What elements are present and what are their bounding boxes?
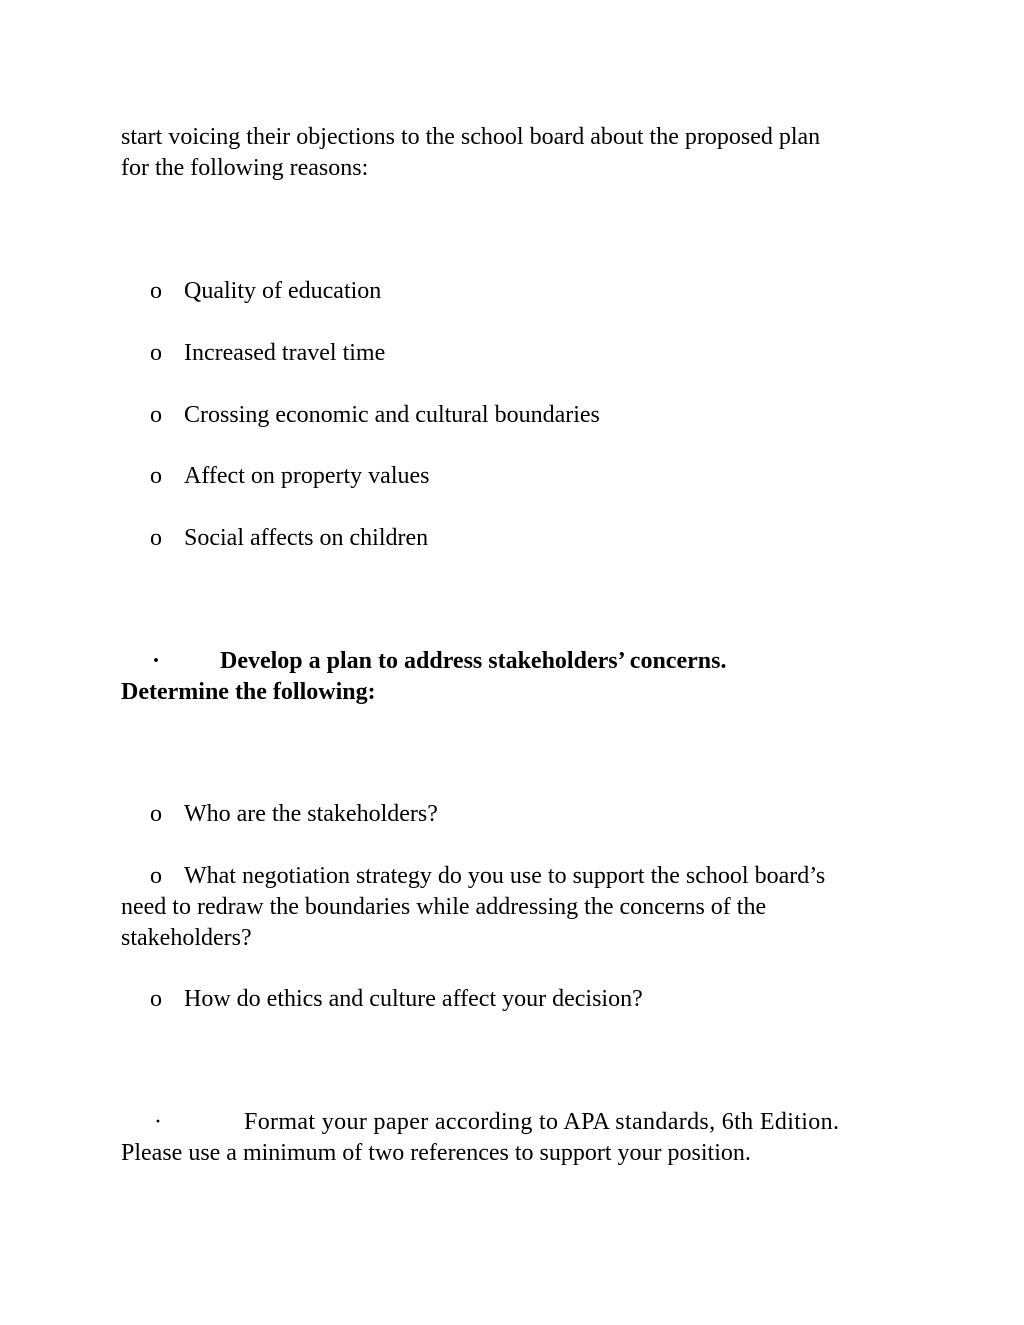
reason-text: Social affects on children [184,525,429,551]
task-line-1: Format your paper according to APA standards, 6th Edition. [244,1109,840,1135]
bullet-marker: o [150,340,162,366]
question-line-2: need to redraw the boundaries while addressing the concerns of the [121,894,767,920]
list-item [0,461,1024,492]
bullet-marker: o [150,863,162,889]
dot-bullet: · [154,1109,162,1135]
list-item [0,276,1024,307]
task-heading-line-2: Determine the following: [121,679,376,705]
task-heading-line-1: Develop a plan to address stakeholders’ concerns. [220,648,727,674]
list-item [0,984,1024,1015]
intro-line-2: for the following reasons: [121,155,369,181]
dot-bullet: · [152,648,161,674]
intro-line-1: start voicing their objections to the school board about the proposed plan [121,124,821,150]
question-line-1: What negotiation strategy do you use to support the school board’s [184,863,826,889]
question-line-3: stakeholders? [121,925,252,951]
bullet-marker: o [150,463,162,489]
list-item [0,400,1024,431]
list-item [0,523,1024,554]
bullet-marker: o [150,402,162,428]
list-item [0,799,1024,830]
reason-text: Affect on property values [184,463,430,489]
reason-text: Crossing economic and cultural boundaries [184,402,600,428]
list-item [0,338,1024,369]
bullet-marker: o [150,525,162,551]
question-text: Who are the stakeholders? [184,801,438,827]
task-line-2: Please use a minimum of two references to support your position. [121,1140,751,1166]
reason-text: Quality of education [184,278,382,304]
reason-text: Increased travel time [184,340,386,366]
bullet-marker: o [150,801,162,827]
question-text: How do ethics and culture affect your decision? [184,986,643,1012]
bullet-marker: o [150,986,162,1012]
bullet-marker: o [150,278,162,304]
